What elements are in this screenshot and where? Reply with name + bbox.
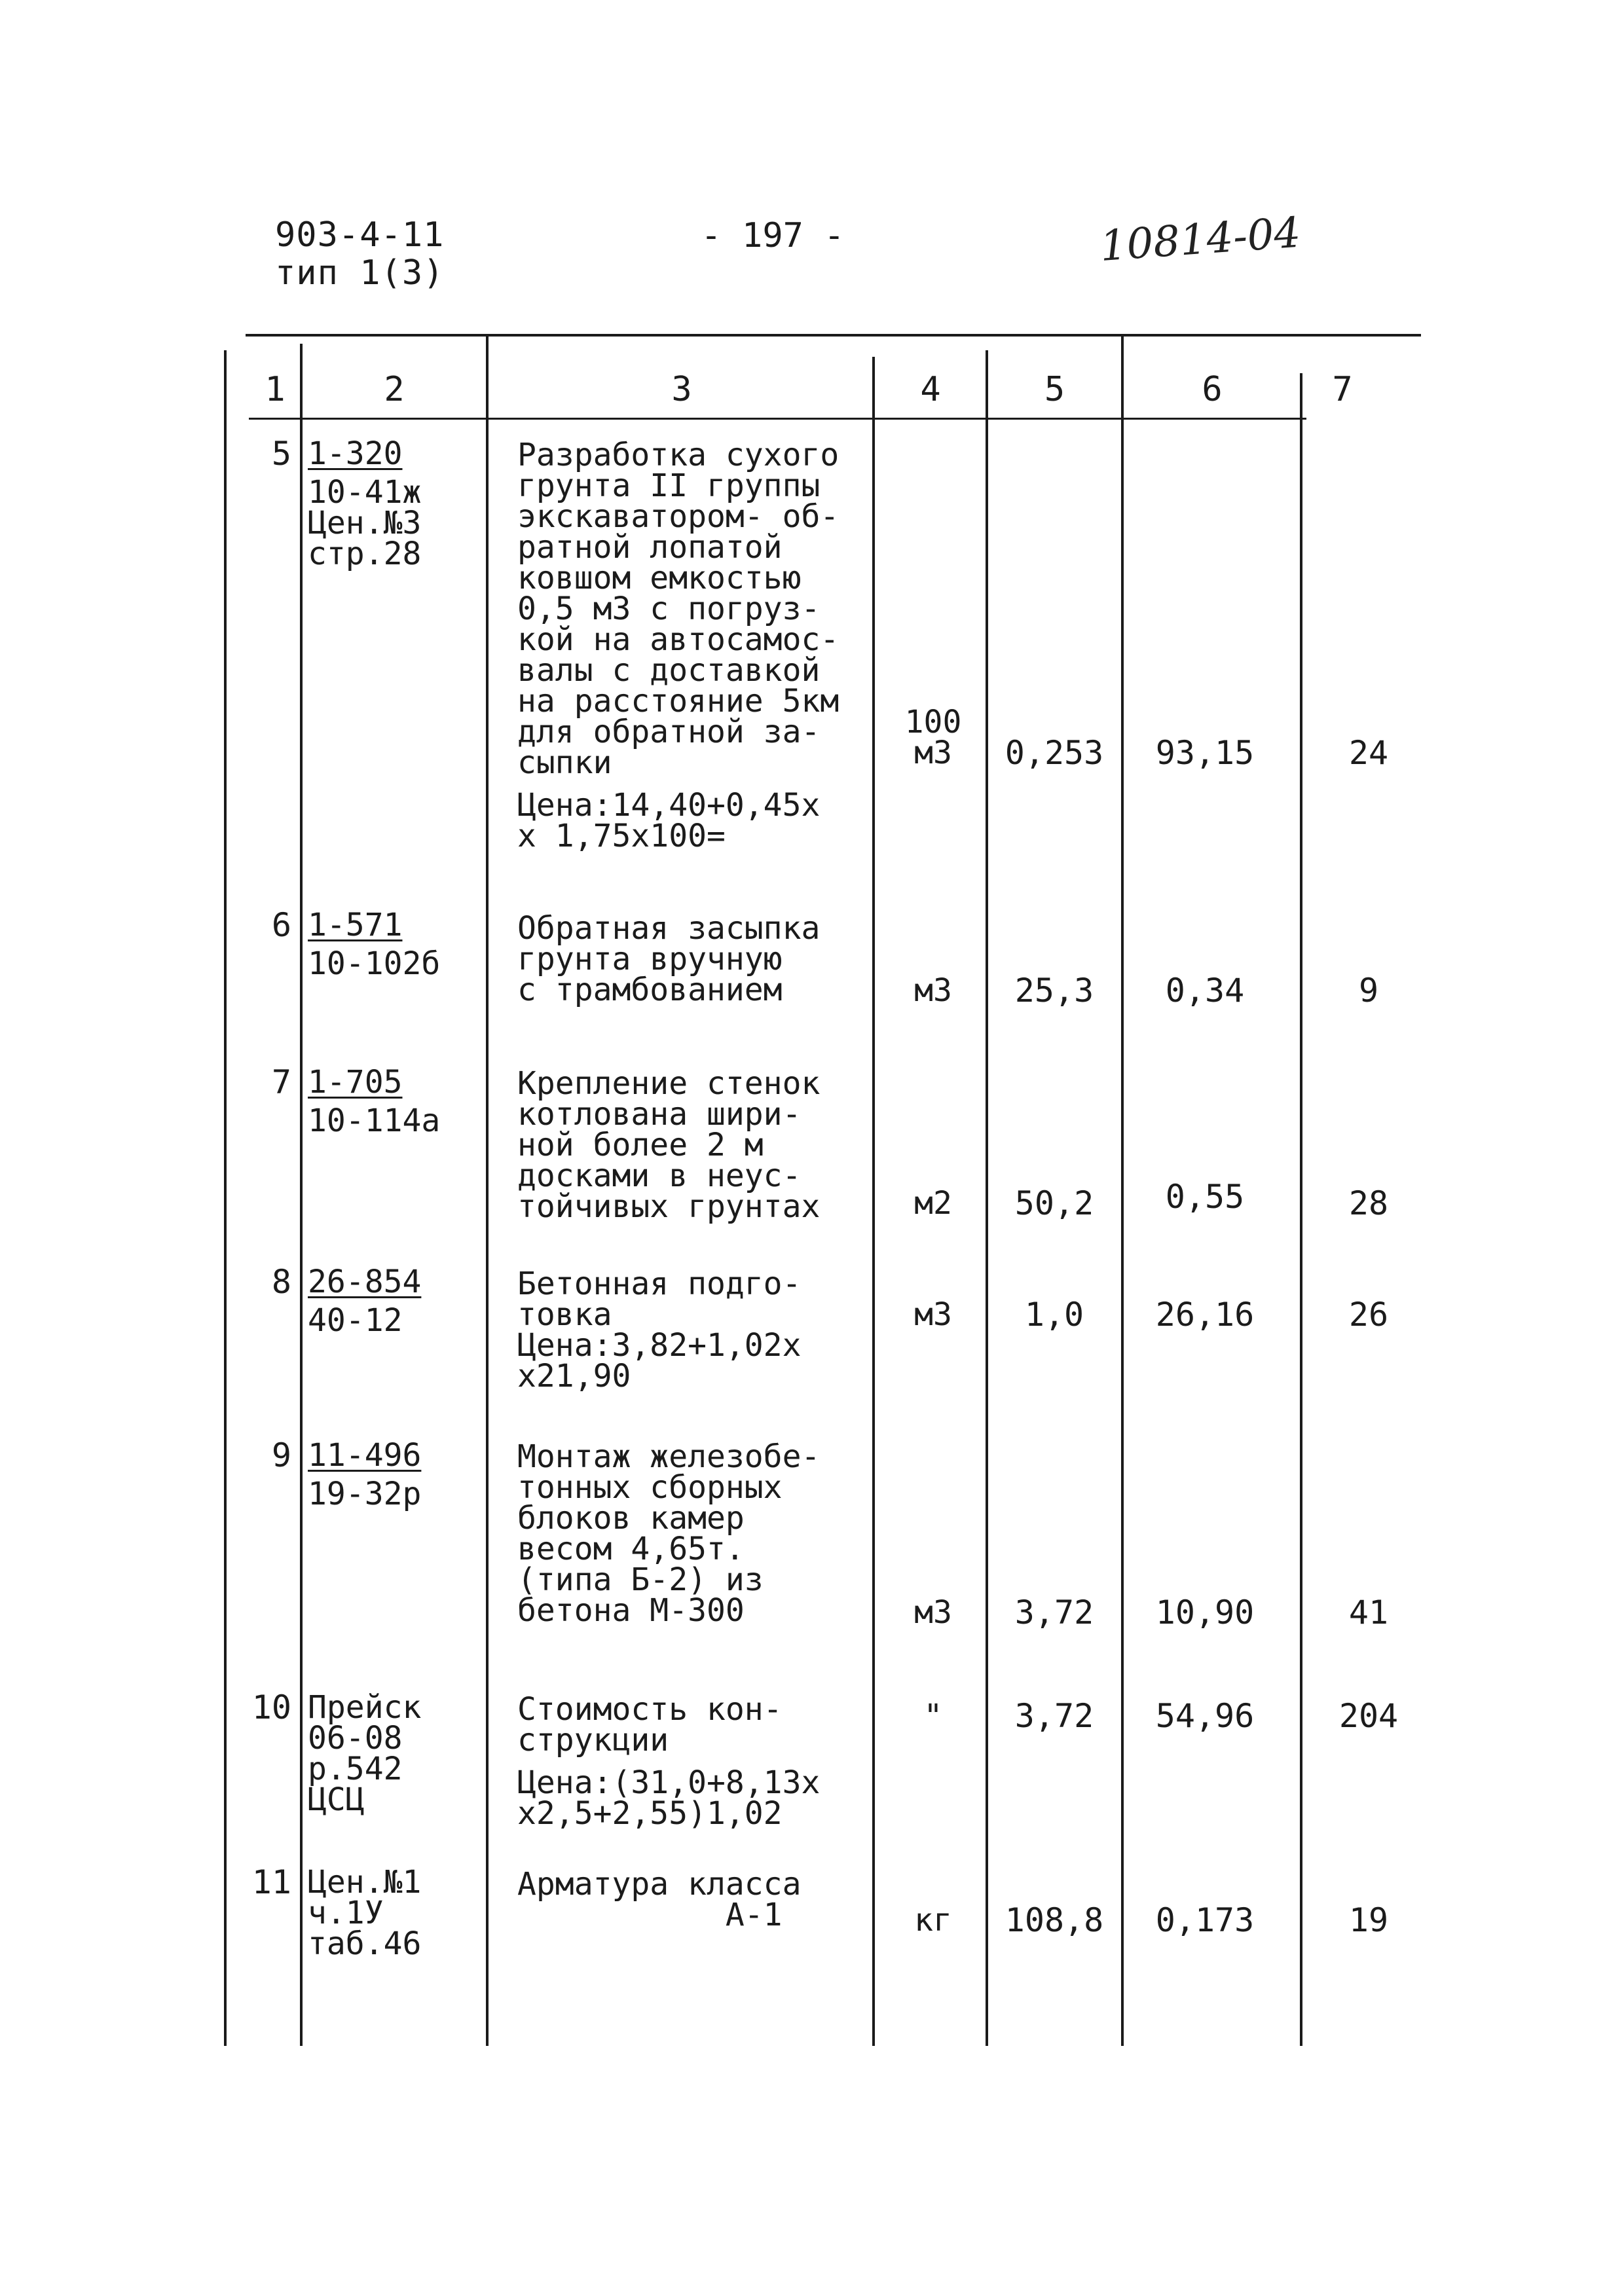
price-note-line: х21,90 <box>517 1358 631 1394</box>
row-number: 8 <box>271 1263 291 1301</box>
code-line: 10-114а <box>308 1102 441 1139</box>
description-line: ратной лопатой <box>517 529 783 566</box>
column-header-4: 4 <box>920 370 941 409</box>
row-unit: м3 <box>914 972 952 1009</box>
row-quantity: 108,8 <box>1005 1901 1104 1939</box>
row-description <box>517 910 871 1008</box>
row-number: 10 <box>251 1688 291 1726</box>
description-line: Арматура класса <box>517 1866 802 1903</box>
unit-line: м3 <box>914 735 952 771</box>
code-line: Прейск <box>308 1689 422 1726</box>
code-line: таб.46 <box>308 1925 422 1962</box>
row-unit: м3 <box>914 1296 952 1333</box>
page-number: - 197 - <box>701 216 845 255</box>
row-unit-price: 93,15 <box>1155 734 1255 772</box>
price-note-line: Цена:3,82+1,02х <box>517 1327 802 1364</box>
code-main: 1-705 <box>308 1064 403 1101</box>
row-total: 28 <box>1348 1184 1389 1222</box>
description-line: грунта вручную <box>517 941 783 977</box>
column-header-5: 5 <box>1044 370 1065 409</box>
row-code <box>308 1264 485 1339</box>
header-rule <box>246 334 1421 337</box>
description-line: тонных сборных <box>517 1469 783 1506</box>
header-row-rule <box>249 418 1306 420</box>
row-number: 5 <box>271 435 291 473</box>
row-description <box>517 1065 871 1225</box>
description-line: кой на автосамос- <box>517 621 840 658</box>
row-unit: кг <box>914 1902 952 1939</box>
handwritten-note: 10814-04 <box>1098 208 1302 271</box>
price-note-line: Цена:14,40+0,45х <box>517 787 821 824</box>
code-line: 10-102б <box>308 945 441 982</box>
description-line: весом 4,65т. <box>517 1531 745 1567</box>
table-border-left <box>224 350 227 2046</box>
row-description <box>517 1691 871 1832</box>
document-code-line1: 903-4-11 <box>275 215 445 255</box>
description-line: на расстояние 5км <box>517 683 840 720</box>
row-total: 9 <box>1358 972 1379 1010</box>
description-line: (типа Б-2) из <box>517 1561 764 1598</box>
row-description <box>517 1866 871 1933</box>
column-header-2: 2 <box>384 370 405 409</box>
description-line: бетона М-300 <box>517 1592 745 1629</box>
description-line: валы с доставкой <box>517 652 821 689</box>
code-line: 40-12 <box>308 1302 403 1339</box>
description-line: товка <box>517 1296 612 1333</box>
code-line: 10-41ж <box>308 474 422 511</box>
code-main: 1-571 <box>308 907 403 943</box>
price-note-line: х2,5+2,55)1,02 <box>517 1795 783 1832</box>
row-unit-price: 54,96 <box>1155 1697 1255 1735</box>
row-number: 11 <box>251 1863 291 1901</box>
row-unit: м2 <box>914 1185 952 1222</box>
description-line: с трамбованием <box>517 972 783 1008</box>
code-line: ЦСЦ <box>308 1781 365 1818</box>
code-line: стр.28 <box>308 536 422 572</box>
row-code <box>308 1689 485 1818</box>
document-code-line2: тип 1(3) <box>275 253 445 293</box>
column-header-7: 7 <box>1332 370 1353 409</box>
row-quantity: 25,3 <box>1014 972 1094 1010</box>
row-unit <box>877 704 989 771</box>
row-total: 41 <box>1348 1594 1389 1631</box>
row-description <box>517 437 871 854</box>
description-line: котлована шири- <box>517 1096 802 1133</box>
description-line: сыпки <box>517 744 612 781</box>
code-line: 06-08 <box>308 1720 403 1757</box>
price-note-line: Цена:(31,0+8,13х <box>517 1764 821 1801</box>
row-unit-price: 26,16 <box>1155 1296 1255 1334</box>
column-header-1: 1 <box>265 370 286 409</box>
code-main: 26-854 <box>308 1264 422 1300</box>
description-line: Разработка сухого <box>517 437 840 473</box>
row-total: 204 <box>1338 1697 1399 1735</box>
description-line: грунта II группы <box>517 467 821 504</box>
row-total: 26 <box>1348 1296 1389 1334</box>
row-unit: м3 <box>914 1594 952 1631</box>
row-unit-price: 10,90 <box>1155 1594 1255 1631</box>
row-number: 6 <box>271 906 291 944</box>
description-line: 0,5 м3 с погруз- <box>517 591 821 627</box>
row-unit: " <box>923 1698 943 1734</box>
price-note-line: х 1,75х100= <box>517 818 726 854</box>
description-line: Монтаж железобе- <box>517 1438 821 1475</box>
column-divider-1 <box>300 344 303 2046</box>
code-line: Цен.№3 <box>308 505 422 541</box>
description-line: Обратная засыпка <box>517 910 821 947</box>
row-description <box>517 1266 871 1394</box>
column-header-3: 3 <box>671 370 692 409</box>
code-line: 19-32р <box>308 1476 422 1512</box>
description-line: ной более 2 м <box>517 1127 764 1163</box>
column-divider-6 <box>1300 373 1302 2046</box>
description-line: ковшом емкостью <box>517 560 802 596</box>
row-total: 24 <box>1348 734 1389 772</box>
row-quantity: 3,72 <box>1014 1697 1094 1735</box>
description-line: для обратной за- <box>517 714 821 750</box>
description-line: Крепление стенок <box>517 1065 821 1102</box>
row-quantity: 50,2 <box>1014 1184 1094 1222</box>
row-number: 7 <box>271 1063 291 1101</box>
code-line: Цен.№1 <box>308 1864 422 1901</box>
row-code <box>308 1437 485 1512</box>
code-line: р.542 <box>308 1751 403 1787</box>
row-code <box>308 1864 485 1962</box>
description-line: струкции <box>517 1722 669 1758</box>
document-code <box>275 216 444 292</box>
description-line: экскаватором- об- <box>517 498 840 535</box>
code-main: 1-320 <box>308 435 403 472</box>
row-total: 19 <box>1348 1901 1389 1939</box>
description-line: тойчивых грунтах <box>517 1188 821 1225</box>
row-number: 9 <box>271 1436 291 1474</box>
description-line: Бетонная подго- <box>517 1266 802 1302</box>
description-line: досками в неус- <box>517 1157 802 1194</box>
description-line: Стоимость кон- <box>517 1691 783 1728</box>
column-header-6: 6 <box>1202 370 1223 409</box>
row-code <box>308 907 485 982</box>
description-line: А-1 <box>517 1897 783 1933</box>
row-description <box>517 1438 871 1629</box>
row-unit-price: 0,55 <box>1165 1178 1245 1216</box>
row-code <box>308 1064 485 1139</box>
row-unit-price: 0,34 <box>1165 972 1245 1010</box>
unit-line: 100 <box>904 704 962 740</box>
column-divider-3 <box>872 357 875 2046</box>
column-divider-2 <box>486 334 489 2046</box>
code-line: ч.1У <box>308 1895 384 1931</box>
row-code <box>308 435 485 572</box>
row-quantity: 3,72 <box>1014 1594 1094 1631</box>
description-line: блоков камер <box>517 1500 745 1537</box>
row-quantity: 1,0 <box>1024 1296 1084 1334</box>
code-main: 11-496 <box>308 1437 422 1474</box>
row-unit-price: 0,173 <box>1155 1901 1255 1939</box>
row-quantity: 0,253 <box>1005 734 1104 772</box>
